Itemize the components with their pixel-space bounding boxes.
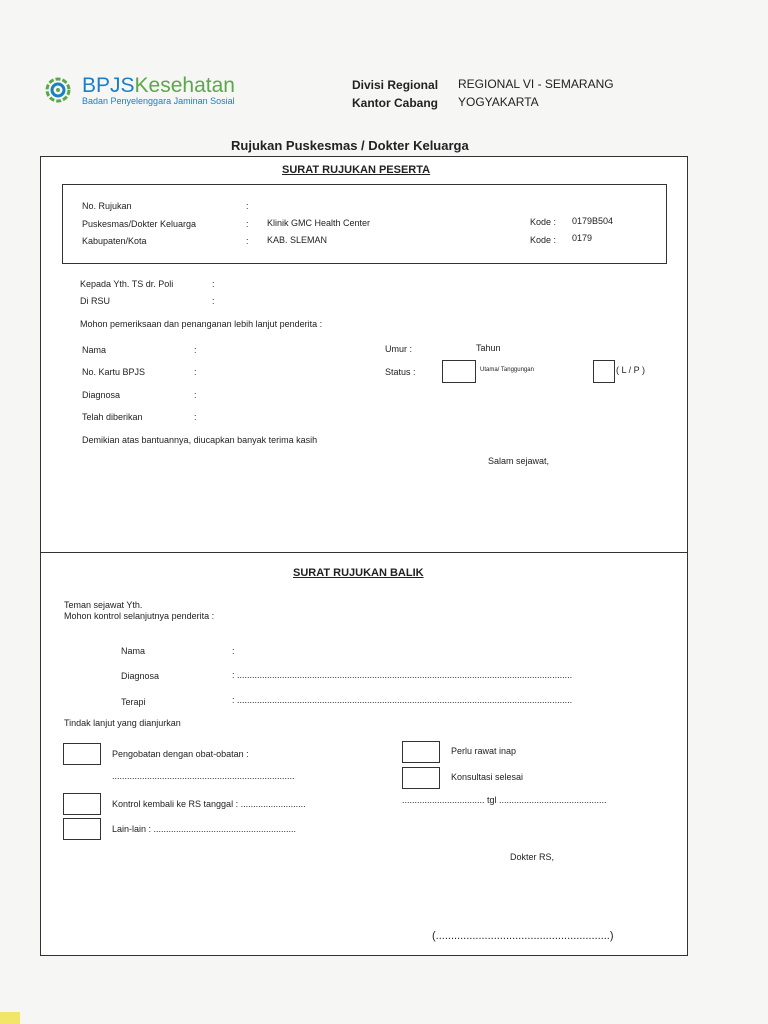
brand-second: Kesehatan [134, 74, 235, 97]
pengobatan-checkbox[interactable] [63, 743, 101, 765]
page-title: Rujukan Puskesmas / Dokter Keluarga [231, 138, 469, 153]
divisi-label: Divisi Regional [352, 78, 439, 92]
tgl-field[interactable]: ................................. tgl ........................................... [402, 795, 607, 805]
balik-mohon-text: Mohon kontrol selanjutnya penderita : [64, 611, 215, 621]
rawat-checkbox[interactable] [402, 741, 440, 763]
status-checkbox[interactable] [442, 360, 476, 383]
lain-label: Lain-lain : ......................................................... [112, 824, 297, 834]
puskesmas-value: Klinik GMC Health Center [267, 218, 371, 228]
kode-value-2: 0179 [572, 233, 593, 243]
kabupaten-label: Kabupaten/Kota [82, 236, 147, 246]
rsu-label: Di RSU [80, 296, 111, 306]
colon: : [212, 296, 215, 306]
rawat-label: Perlu rawat inap [451, 746, 517, 756]
colon: : [194, 412, 197, 422]
signature-line[interactable]: (.........................................................) [432, 930, 614, 942]
kartu-label: No. Kartu BPJS [82, 367, 146, 377]
pengobatan-label: Pengobatan dengan obat-obatan : [112, 749, 249, 759]
dokter-label: Dokter RS, [510, 852, 555, 862]
nama-label: Nama [82, 345, 107, 355]
colon: : [246, 201, 249, 211]
balik-nama-label: Nama [121, 646, 146, 656]
bpjs-logo-icon [44, 76, 72, 104]
balik-terapi-field[interactable]: : ...................................................................................................................................... [232, 695, 573, 705]
status-label: Status : [385, 367, 416, 377]
kode-label-2: Kode : [530, 235, 557, 245]
colon: : [212, 279, 215, 289]
colon: : [246, 236, 249, 246]
diagnosa-label: Diagnosa [82, 390, 121, 400]
colon: : [232, 646, 235, 656]
tindak-label: Tindak lanjut yang dianjurkan [64, 718, 181, 728]
konsultasi-checkbox[interactable] [402, 767, 440, 789]
brand-tagline: Badan Penyelenggara Jaminan Sosial [82, 96, 235, 106]
no-rujukan-label: No. Rujukan [82, 201, 132, 211]
puskesmas-label: Puskesmas/Dokter Keluarga [82, 219, 197, 229]
colon: : [194, 367, 197, 377]
section-divider [40, 552, 687, 553]
kontrol-label: Kontrol kembali ke RS tanggal : .......................... [112, 799, 306, 809]
kontrol-checkbox[interactable] [63, 793, 101, 815]
brand-main: BPJS [82, 74, 135, 97]
colon: : [194, 390, 197, 400]
rujukan-heading: SURAT RUJUKAN PESERTA [282, 164, 431, 176]
pengobatan-field[interactable]: ......................................................................... [112, 771, 295, 781]
gender-options: ( L / P ) [616, 365, 646, 375]
scan-corner [0, 1012, 20, 1024]
balik-terapi-label: Terapi [121, 697, 146, 707]
kepada-label: Kepada Yth. TS dr. Poli [80, 279, 174, 289]
tahun-label: Tahun [476, 343, 501, 353]
kantor-label: Kantor Cabang [352, 96, 439, 110]
kabupaten-value: KAB. SLEMAN [267, 235, 328, 245]
lain-checkbox[interactable] [63, 818, 101, 840]
colon: : [246, 219, 249, 229]
balik-diagnosa-field[interactable]: : ...................................................................................................................................... [232, 670, 573, 680]
kode-label-1: Kode : [530, 217, 557, 227]
mohon-text: Mohon pemeriksaan dan penanganan lebih lanjut penderita : [80, 319, 323, 329]
umur-label: Umur : [385, 344, 412, 354]
diberikan-label: Telah diberikan [82, 412, 143, 422]
divisi-value: REGIONAL VI - SEMARANG [458, 77, 614, 91]
form-frame [40, 156, 688, 956]
teman-text: Teman sejawat Yth. [64, 600, 143, 610]
brand-name [82, 74, 235, 98]
kode-value-1: 0179B504 [572, 216, 614, 226]
gender-checkbox[interactable] [593, 360, 615, 383]
salam-text: Salam sejawat, [488, 456, 550, 466]
status-options: Utama/ Tanggungan [480, 367, 534, 373]
konsultasi-label: Konsultasi selesai [451, 772, 524, 782]
kantor-value: YOGYAKARTA [458, 95, 539, 109]
colon: : [194, 345, 197, 355]
balik-heading: SURAT RUJUKAN BALIK [293, 567, 424, 579]
demikian-text: Demikian atas bantuannya, diucapkan banyak terima kasih [82, 435, 318, 445]
balik-diagnosa-label: Diagnosa [121, 671, 160, 681]
